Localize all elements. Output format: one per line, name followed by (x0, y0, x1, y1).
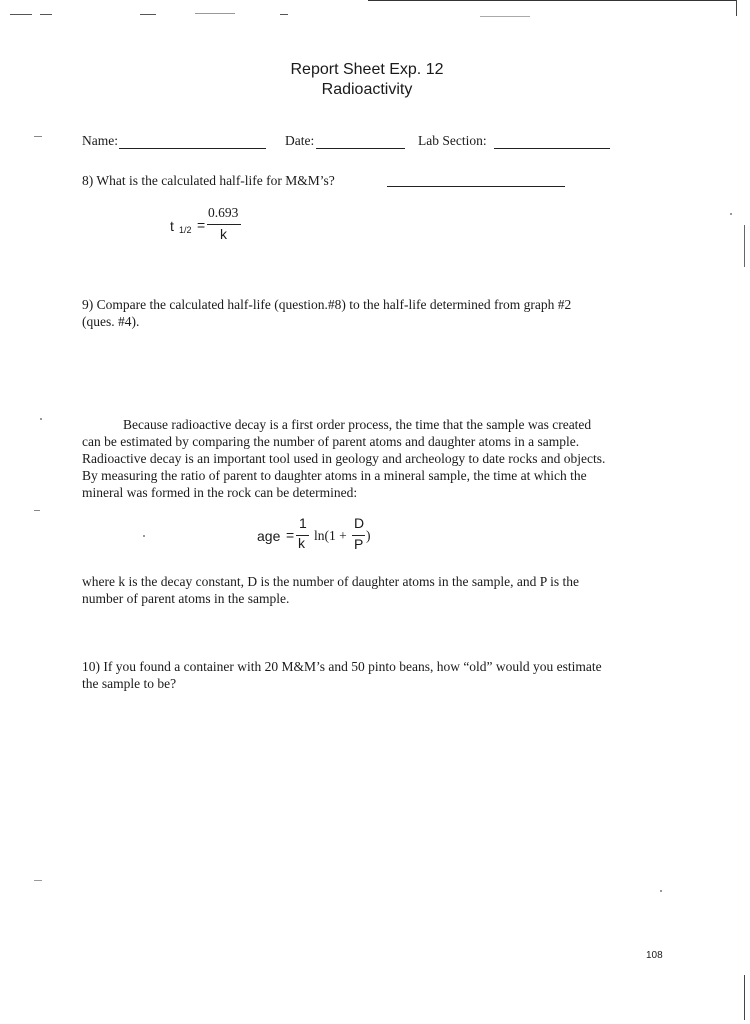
page-number: 108 (646, 950, 663, 961)
report-title: Report Sheet Exp. 12 (290, 61, 444, 78)
question-8: 8) What is the calculated half-life for M&M’s? (82, 173, 335, 188)
age-frac2-denominator: P (354, 536, 364, 552)
paragraph-line-4: By measuring the ratio of parent to daughter atoms in a mineral sample, the time at which the (82, 468, 587, 483)
scan-artifact (660, 890, 662, 892)
scan-artifact (34, 510, 40, 511)
age-ln-term: ln(1 + (314, 528, 347, 543)
formula-t-subscript: 1/2 (179, 225, 192, 235)
age-frac1-denominator: k (298, 535, 305, 551)
scan-artifact (40, 14, 52, 15)
question-8-answer-field[interactable] (387, 186, 565, 187)
scan-artifact (480, 16, 530, 17)
scan-artifact (195, 13, 235, 14)
lab-section-field[interactable] (494, 148, 610, 149)
scan-artifact (730, 213, 732, 215)
scan-artifact (140, 14, 156, 15)
scan-artifact (744, 975, 745, 1020)
name-field[interactable] (119, 148, 266, 149)
question-10-line-1: 10) If you found a container with 20 M&M’s and 50 pinto beans, how “old” would you estimate (82, 659, 602, 674)
question-10-line-2: the sample to be? (82, 676, 177, 691)
scan-artifact (34, 880, 42, 881)
formula-fraction-bar (207, 224, 241, 225)
paragraph-line-5: mineral was formed in the rock can be determined: (82, 485, 358, 500)
half-life-formula (170, 205, 250, 245)
age-frac1-numerator: 1 (299, 515, 307, 531)
scan-artifact (368, 0, 736, 1)
formula-denominator: k (220, 226, 227, 242)
formula-equals: = (197, 217, 206, 233)
lab-section-label: Lab Section: (418, 133, 487, 148)
age-formula (257, 515, 387, 559)
question-9-line-2: (ques. #4). (82, 314, 140, 329)
report-subtitle: Radioactivity (321, 81, 413, 98)
scan-artifact (10, 14, 32, 15)
scan-artifact (143, 535, 145, 537)
question-9-line-1: 9) Compare the calculated half-life (question.#8) to the half-life determined from graph #2 (82, 297, 572, 312)
scan-artifact (736, 0, 737, 16)
age-close-paren: ) (366, 528, 371, 543)
date-field[interactable] (316, 148, 405, 149)
where-line-1: where k is the decay constant, D is the number of daughter atoms in the sample, and P is the (82, 574, 580, 589)
age-label: age (257, 528, 281, 544)
date-label: Date: (285, 133, 315, 148)
name-label: Name: (82, 133, 118, 148)
scan-artifact (744, 225, 745, 267)
scan-artifact (40, 418, 42, 420)
scan-artifact (280, 14, 288, 15)
age-frac2-numerator: D (354, 515, 365, 531)
where-line-2: number of parent atoms in the sample. (82, 591, 290, 606)
paragraph-line-3: Radioactive decay is an important tool used in geology and archeology to date rocks and objects. (82, 451, 606, 466)
paragraph-line-1: Because radioactive decay is a first order process, the time that the sample was created (123, 417, 592, 432)
age-equals: = (286, 527, 295, 543)
formula-numerator: 0.693 (208, 205, 239, 220)
formula-t: t (170, 218, 174, 234)
scan-artifact (34, 136, 42, 137)
paragraph-line-2: can be estimated by comparing the number of parent atoms and daughter atoms in a sample. (82, 434, 580, 449)
